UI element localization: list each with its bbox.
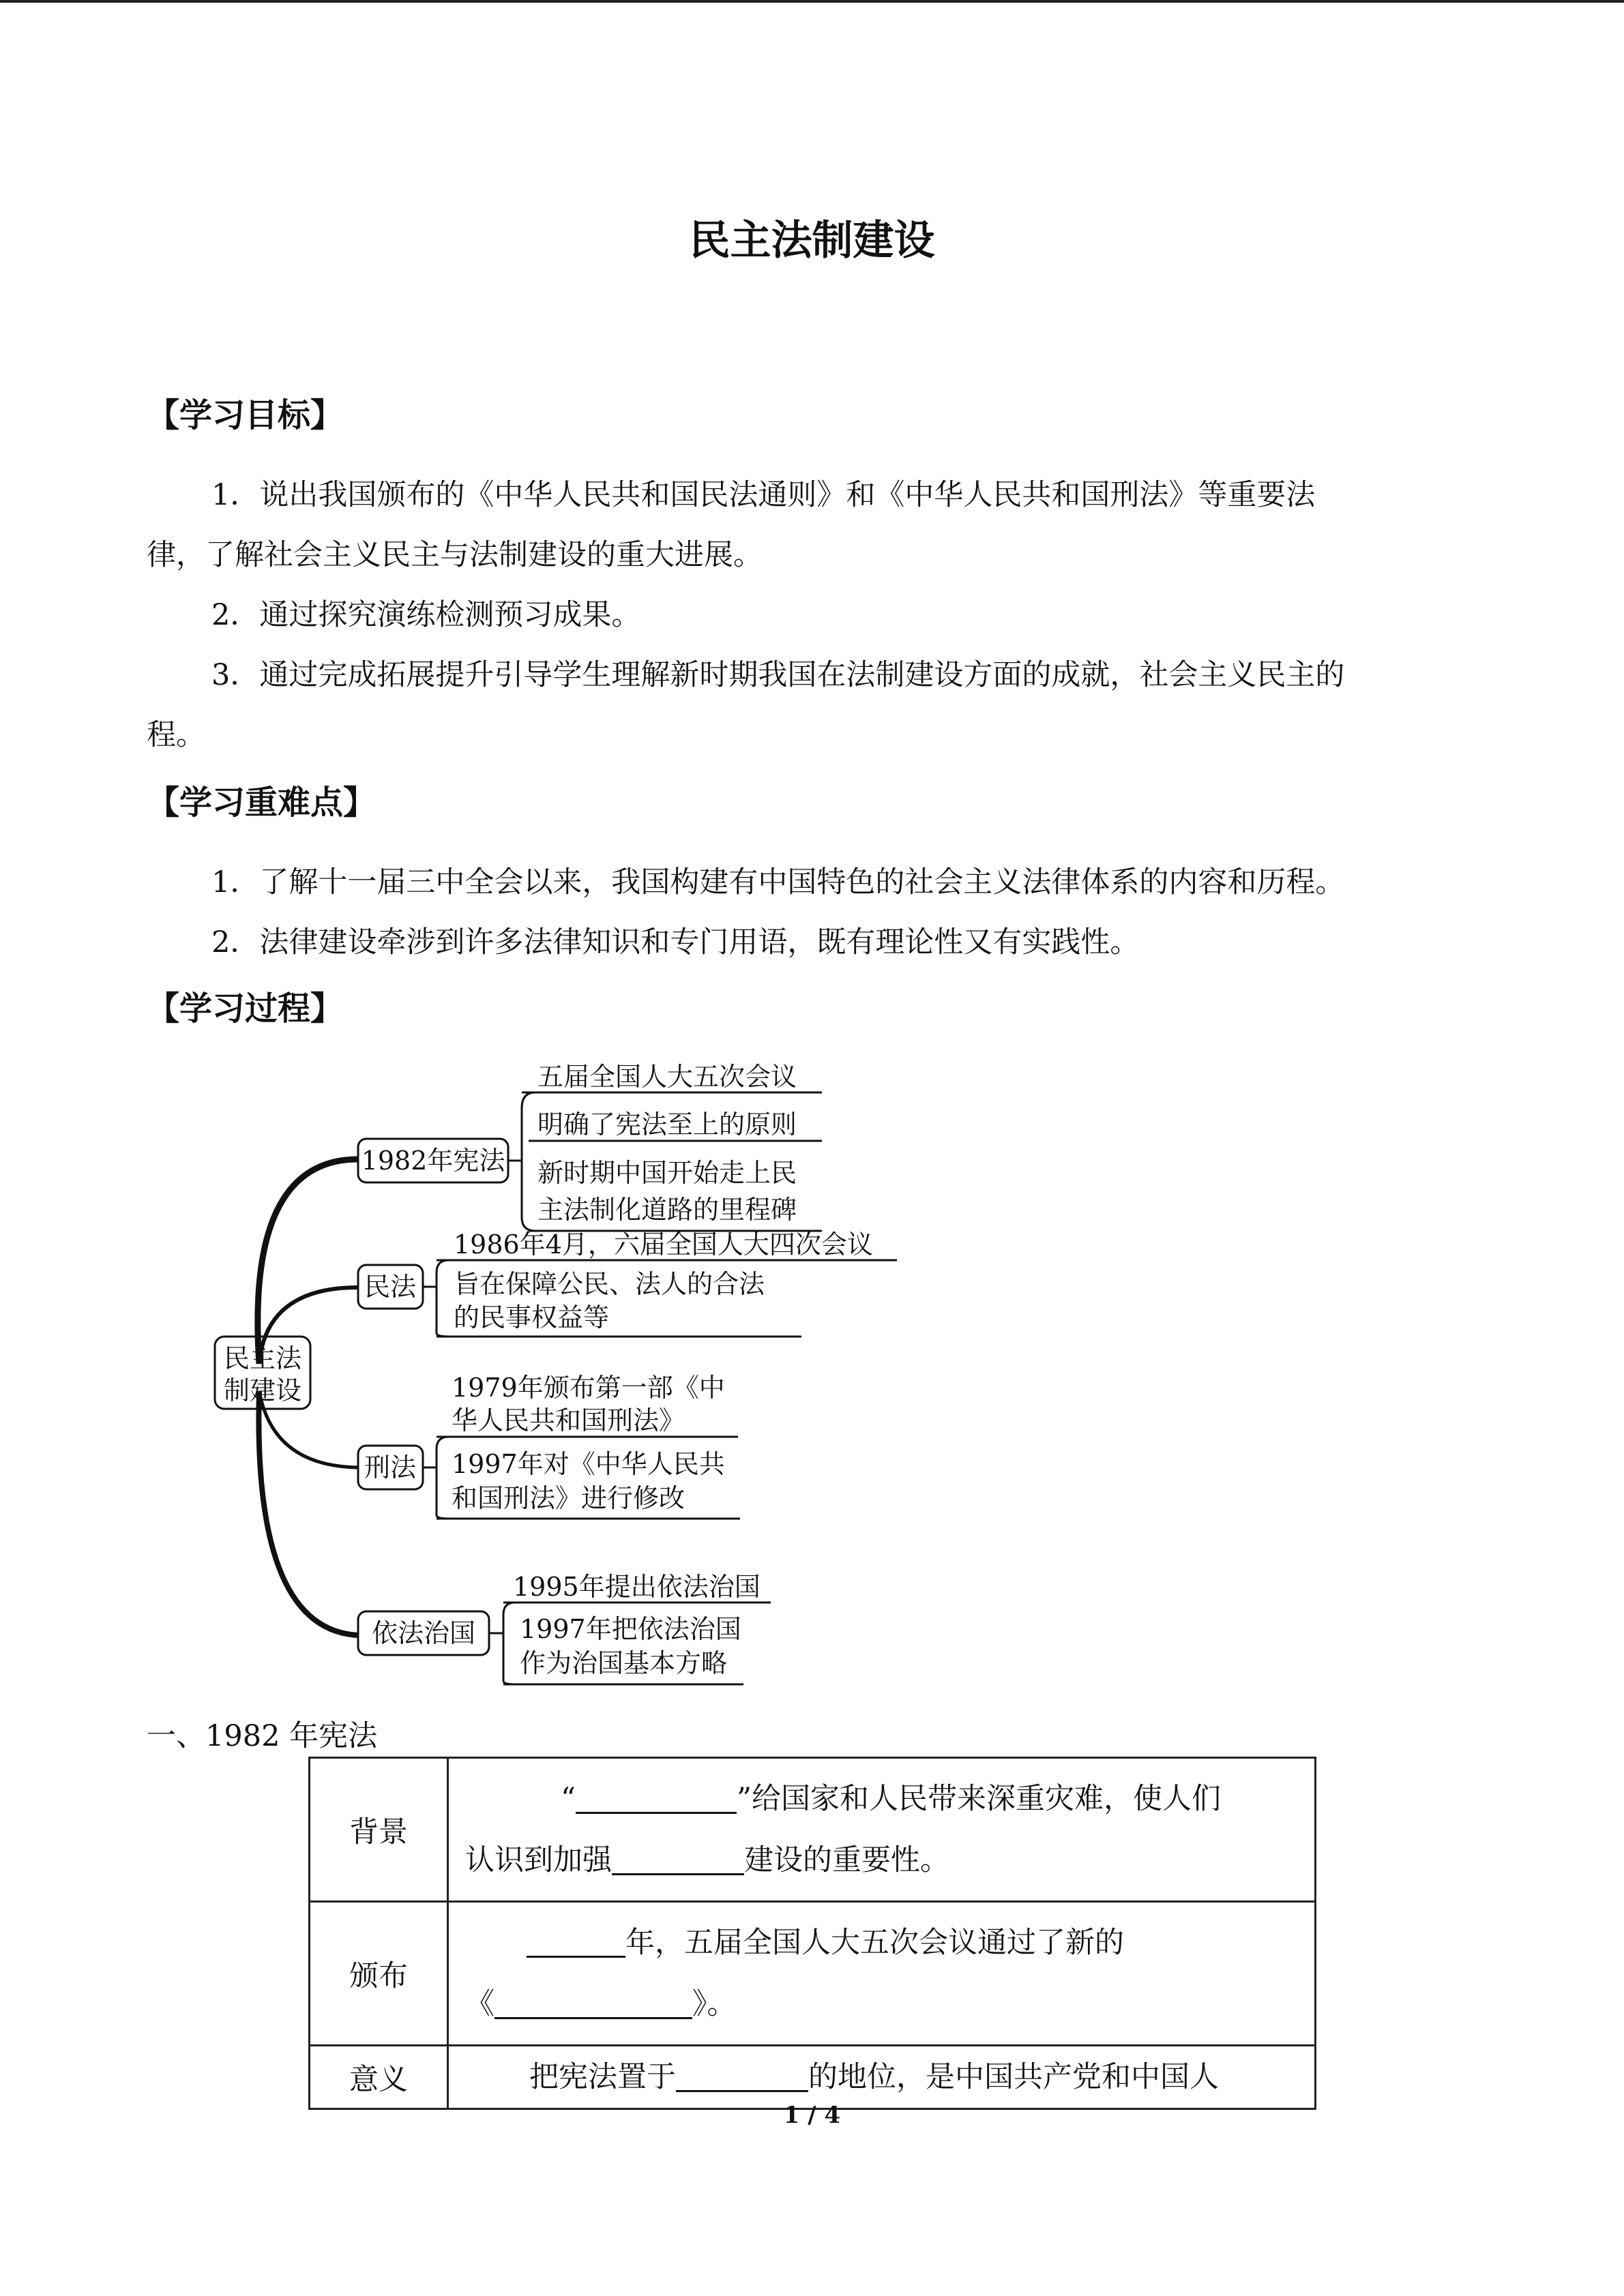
note-xingfa-2: 华人民共和国刑法》	[452, 1405, 685, 1435]
process-heading: 【学习过程】	[147, 989, 344, 1028]
table-row	[310, 2046, 1316, 2109]
goals-item-2: 2．通过探究演练检测预习成果。	[211, 598, 641, 632]
table-row	[310, 1902, 1316, 2046]
note-xingfa-4: 和国刑法》进行修改	[452, 1483, 685, 1513]
note-yifa-2: 1997年把依法治国	[520, 1614, 741, 1644]
goals-item-1-cont: 律，了解社会主义民主与法制建设的重大进展。	[147, 538, 763, 572]
significance-text-2: 的地位，是中国共产党和中国人	[808, 2060, 1219, 2094]
page-title: 民主法制建设	[689, 217, 935, 265]
branch-label-minfa: 民法	[364, 1272, 417, 1302]
note-minfa-1: 1986年4月，六届全国人大四次会议	[454, 1229, 873, 1259]
note-minfa-2: 旨在保障公民、法人的合法	[454, 1269, 765, 1299]
branch-curve-1982	[258, 1159, 358, 1364]
part1-heading: 一、1982 年宪法	[147, 1719, 378, 1753]
note-1982-4: 主法制化道路的里程碑	[537, 1195, 797, 1225]
top-border	[0, 0, 1624, 3]
key-point-2: 2．法律建设牵涉到许多法律知识和专门用语，既有理论性又有实践性。	[211, 925, 1140, 959]
blank-input[interactable]	[527, 1926, 625, 1958]
root-label-1: 民主法	[223, 1343, 302, 1373]
key-point-1: 1．了解十一届三中全会以来，我国构建有中国特色的社会主义法律体系的内容和历程。	[211, 865, 1345, 899]
note-1982-2: 明确了宪法至上的原则	[537, 1109, 797, 1139]
branch-label-yifa: 依法治国	[371, 1618, 476, 1648]
blank-input[interactable]	[494, 1987, 692, 2019]
row-label-significance: 意义	[310, 2046, 448, 2109]
root-label-2: 制建设	[223, 1375, 302, 1405]
goals-item-1: 1．说出我国颁布的《中华人民共和国民法通则》和《中华人民共和国刑法》等重要法	[211, 478, 1316, 512]
note-xingfa-3: 1997年对《中华人民共	[452, 1449, 725, 1479]
significance-text-1: 把宪法置于	[529, 2060, 676, 2094]
row-label-promulgation: 颁布	[310, 1902, 448, 2046]
note-yifa-3: 作为治国基本方略	[520, 1648, 728, 1678]
note-minfa-3: 的民事权益等	[454, 1302, 610, 1332]
note-xingfa-1: 1979年颁布第一部《中	[452, 1373, 725, 1403]
constitution-table	[308, 1757, 1316, 2110]
background-text-1: ”给国家和人民带来深重灾难，使人们	[736, 1782, 1221, 1816]
row-label-background: 背景	[310, 1758, 448, 1902]
branch-label-xingfa: 刑法	[364, 1452, 417, 1482]
branch-label-1982: 1982年宪法	[361, 1146, 505, 1176]
note-1982-1: 五届全国人大五次会议	[537, 1062, 797, 1092]
table-row	[310, 1758, 1316, 1902]
note-yifa-1: 1995年提出依法治国	[513, 1572, 761, 1602]
goals-item-3: 3．通过完成拓展提升引导学生理解新时期我国在法制建设方面的成就，社会主义民主的	[211, 658, 1345, 692]
book-open: 《	[465, 1987, 494, 2021]
blank-input[interactable]	[576, 1782, 737, 1814]
blank-input[interactable]	[676, 2060, 808, 2092]
background-text-2: 认识到加强	[465, 1843, 612, 1877]
goals-item-3-cont: 程。	[147, 718, 205, 752]
quote-open: “	[561, 1782, 576, 1816]
key-points-heading: 【学习重难点】	[147, 784, 377, 822]
mind-map	[205, 1043, 921, 1698]
blank-input[interactable]	[612, 1843, 744, 1875]
book-close: 》。	[692, 1987, 737, 2021]
goals-heading: 【学习目标】	[147, 396, 344, 434]
note-1982-3: 新时期中国开始走上民	[537, 1158, 797, 1188]
promulgation-text-1: 年，五届全国人大五次会议通过了新的	[625, 1926, 1124, 1960]
page-number: 1 / 4	[783, 2102, 841, 2129]
background-text-3: 建设的重要性。	[744, 1843, 949, 1877]
